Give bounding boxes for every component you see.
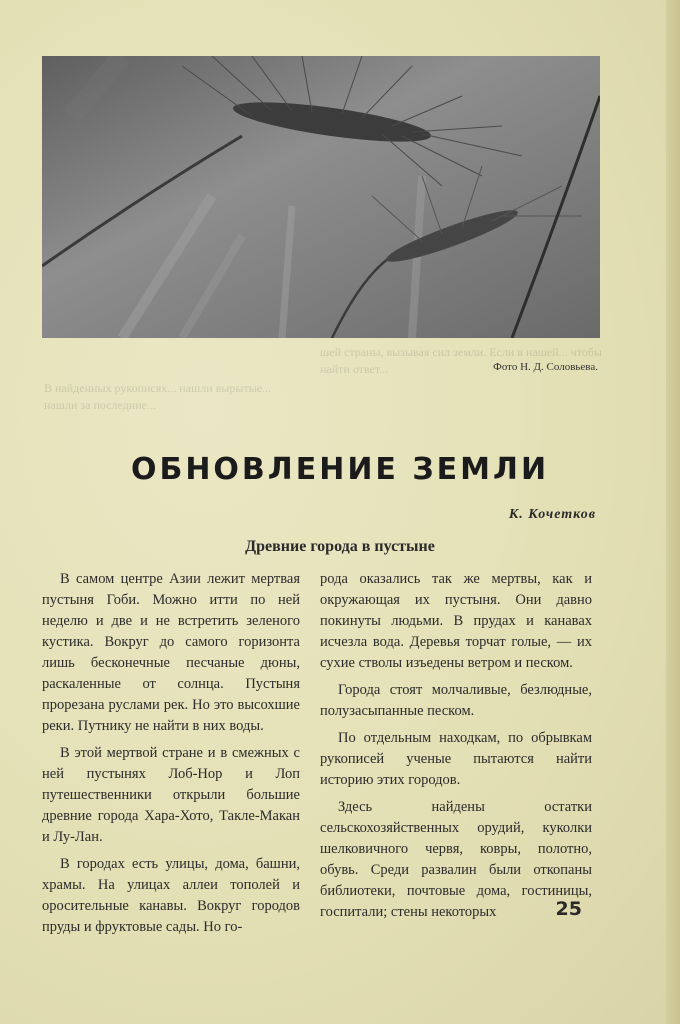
text-column-left <box>42 569 300 944</box>
article-title: ОБНОВЛЕНИЕ ЗЕМЛИ <box>130 452 550 487</box>
paragraph: В этой мертвой стране и в смежных с ней пустынях Лоб-Нор и Лоп путешественники открыли большие древние города Хара-Хото, Такле-Макан и Лу-Лан. <box>42 745 300 845</box>
wheat-ears-illustration <box>42 56 600 338</box>
text-column-right <box>320 569 592 929</box>
paragraph: Города стоят молчаливые, безлюдные, полузасыпанные песком. <box>320 682 592 719</box>
wheat-photo <box>42 56 600 338</box>
paragraph: Здесь найдены остатки сельскохозяйственных орудий, куколки шелковичного червя, ковры, полотно, обувь. Среди развалин были откопаны библиотеки, почтовые дома, гостиницы, госпитали; стены некоторых <box>320 799 592 920</box>
article-subtitle: Древние города в пустыне <box>245 538 435 555</box>
bleed-through-text: В найденных рукописях... нашли вырытые... нашли за последние... <box>44 381 272 412</box>
photo-caption: Фото Н. Д. Соловьева. <box>493 361 598 373</box>
bleed-through-text: шей страны, вызывая сил земли. Если в нашей... чтобы найти ответ... <box>320 345 602 376</box>
paragraph: В городах есть улицы, дома, башни, храмы. На улицах аллеи тополей и оросительные канавы. Вокруг городов пруды и фруктовые сады. Но го- <box>42 856 300 935</box>
article-author: К. Кочетков <box>508 507 596 522</box>
paragraph: В самом центре Азии лежит мертвая пустыня Гоби. Можно итти по ней неделю и две и не встретить зеленого кустика. Вокруг до самого горизонта лишь бесконечные песчаные дюны, раскаленные от солнца. Пустыня прорезана руслами рек. Но это высохшие реки. Путнику не найти в них воды. <box>42 571 300 734</box>
page-number: 25 <box>555 898 582 920</box>
paragraph: По отдельным находкам, по обрывкам рукописей ученые пытаются найти историю этих городов. <box>320 730 592 788</box>
page-edge <box>666 0 680 1024</box>
paragraph: рода оказались так же мертвы, как и окружающая их пустыня. Они давно покинуты людьми. В прудах и канавах исчезла вода. Деревья торчат голые, — их сухие стволы изъедены ветром и песком. <box>320 571 592 671</box>
